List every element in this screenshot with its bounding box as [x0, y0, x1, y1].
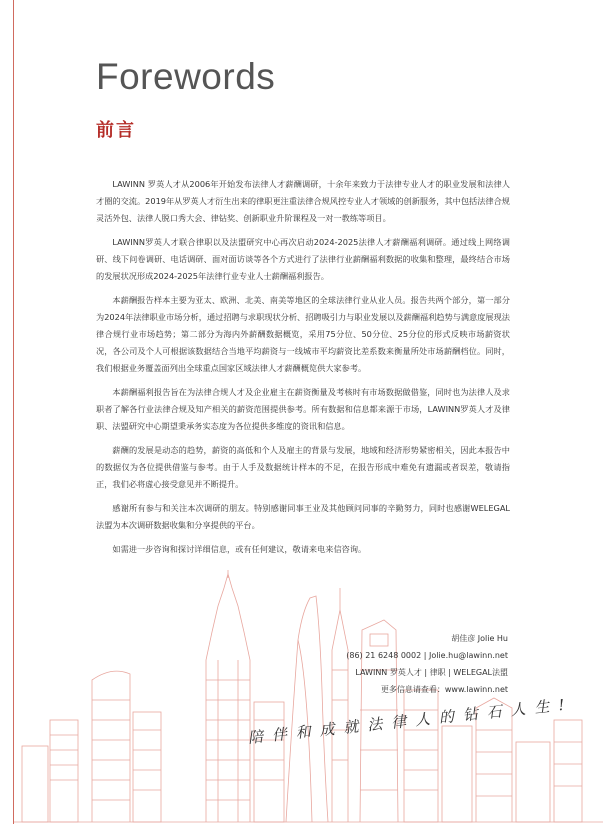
contact-phone-email: (86) 21 6248 0002 | Jolie.hu@lawinn.net — [346, 651, 508, 660]
foreword-paragraph-2: LAWINN罗英人才联合律职以及法盟研究中心再次启动2024-2025法律人才薪酬福利调研。通过线上网络调研、线下问卷调研、电话调研、面对面访谈等各个方式进行了法律行业薪酬福利数据的收集和整理，最终结合市场的发展状况形成2024-2025年法律行业专业人士薪酬福利报告。 — [96, 237, 510, 281]
foreword-paragraph-4: 本薪酬福利报告旨在为法律合规人才及企业雇主在薪资衡量及考核时有市场数据做借鉴，同时也为法律人及求职者了解各行业法律合规及知产相关的薪资范围提供参考。所有数据和信息都来源于市场，LAWINN罗英人才及律职、法盟研究中心期望秉承务实态度为各位提供多维度的资讯和信息。 — [96, 387, 510, 431]
page-title: Forewords — [96, 56, 276, 97]
contact-name: 胡佳彦 Jolie Hu — [451, 634, 508, 643]
city-skyline-illustration — [0, 570, 603, 824]
page-subtitle: 前言 — [96, 120, 136, 141]
foreword-paragraph-5: 薪酬的发展是动态的趋势，薪资的高低和个人及雇主的背景与发展，地域和经济形势紧密相关，因此本报告中的数据仅为各位提供借鉴与参考。由于人手及数据统计样本的不足，在报告形成中难免有遗漏或者误差，敬请指正，我们必将虚心接受意见并不断提升。 — [96, 445, 510, 489]
foreword-paragraph-6: 感谢所有参与和关注本次调研的朋友。特别感谢同事王业及其他顾问同事的辛勤努力，同时也感谢WELEGAL法盟为本次调研数据收集和分享提供的平台。 — [96, 503, 510, 530]
foreword-paragraph-7: 如需进一步咨询和探讨详细信息，或有任何建议，敬请来电来信咨询。 — [112, 544, 367, 554]
contact-website: 更多信息请查看：www.lawinn.net — [380, 685, 508, 694]
foreword-paragraph-1: LAWINN 罗英人才从2006年开始发布法律人才薪酬调研，十余年来致力于法律专业人才的职业发展和法律人才圈的交流。2019年从罗英人才衍生出来的律职更注重法律合规风控专业人才领域的创新服务，其中包括法律合规灵活外包、法律人脱口秀大会、律钻奖、创新职业升阶课程及一对一教练等项目。 — [96, 179, 510, 223]
foreword-paragraph-3: 本薪酬报告样本主要为亚太、欧洲、北美、南美等地区的全球法律行业从业人员。报告共两个部分，第一部分为2024年法律职业市场分析，通过招聘与求职现状分析、招聘吸引力与职业发展以及薪酬福利趋势与满意度展现法律合规行业市场趋势；第二部分为海内外薪酬数据概览，采用75分位、50分位、25分位的形式反映市场薪资状况，各公司及个人可根据该数据结合当地平均薪资与一线城市平均薪资比差系数来衡量所处市场薪酬档位。同时，我们根据业务覆盖面列出全球重点国家区域法律人才薪酬概览供大家参考。 — [96, 295, 510, 373]
foreword-body — [96, 176, 510, 565]
contact-organization: LAWINN 罗英人才 | 律职 | WELEGAL法盟 — [355, 668, 508, 677]
contact-block — [346, 630, 508, 698]
slogan-calligraphy: 陪伴和成就法律人的钻石人生! — [247, 694, 575, 747]
